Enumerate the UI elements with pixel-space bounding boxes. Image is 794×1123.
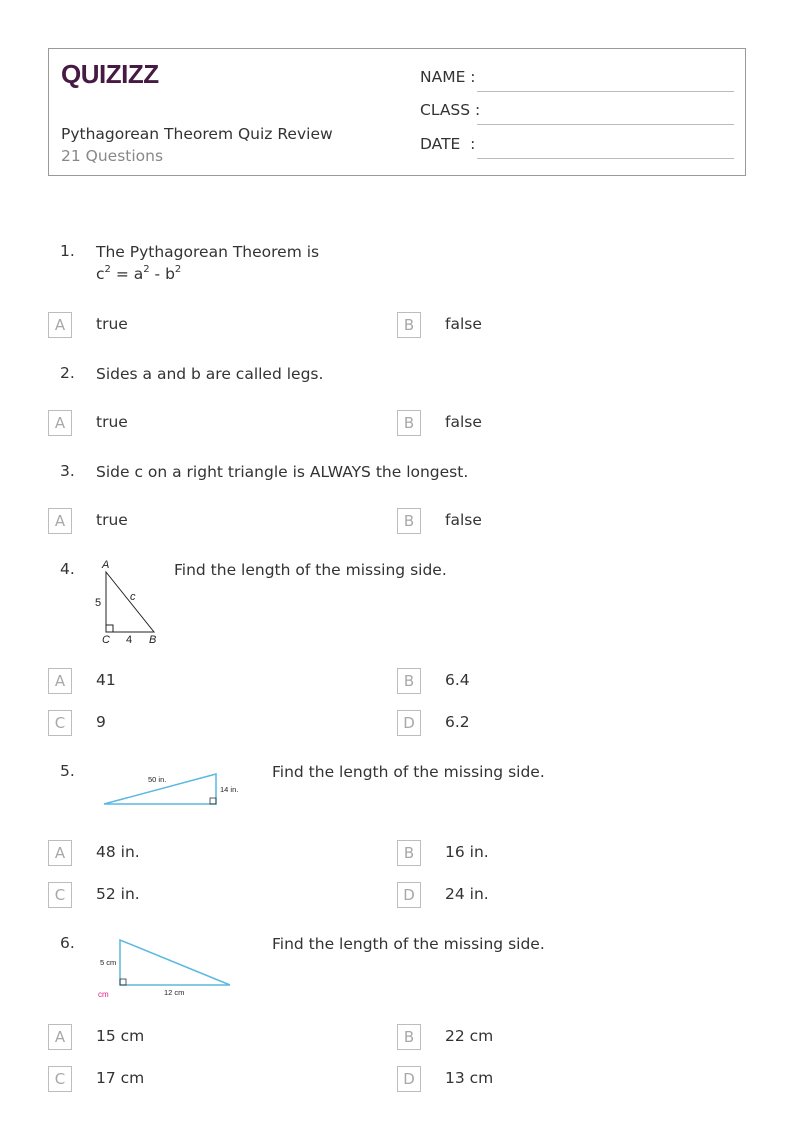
option-b-box[interactable]: B: [397, 1024, 421, 1050]
formula-exp: 2: [143, 264, 150, 275]
question-text: Find the length of the missing side.: [174, 561, 447, 579]
option-c-text[interactable]: 52 in.: [96, 885, 140, 903]
option-a-box[interactable]: A: [48, 668, 72, 694]
right-angle-mark: [120, 979, 126, 985]
option-a-text[interactable]: 15 cm: [96, 1027, 145, 1045]
formula-c: c: [96, 265, 105, 283]
option-d-box[interactable]: D: [397, 882, 421, 908]
side-bottom-label: 4: [126, 634, 133, 646]
quiz-title: Pythagorean Theorem Quiz Review: [61, 125, 333, 143]
option-d-text[interactable]: 6.2: [445, 713, 470, 731]
side-left-label: 5: [95, 597, 102, 609]
formula-b: b: [165, 265, 175, 283]
triangle-figure-q4: [92, 556, 164, 648]
triangle-figure-q6: [92, 932, 242, 1004]
option-b-box[interactable]: B: [397, 410, 421, 436]
name-label: NAME :: [420, 68, 476, 86]
class-line: [477, 124, 734, 125]
question-number: 5.: [60, 762, 75, 780]
vertex-a-label: A: [102, 559, 110, 571]
option-c-box[interactable]: C: [48, 710, 72, 736]
question-number: 4.: [60, 560, 75, 578]
pythagorean-formula: [96, 263, 319, 285]
quizizz-logo: QUIZIZZ: [61, 59, 159, 89]
option-a-box[interactable]: A: [48, 312, 72, 338]
question-number: 2.: [60, 364, 75, 382]
option-d-text[interactable]: 24 in.: [445, 885, 489, 903]
vertex-b-label: B: [149, 634, 157, 646]
unit-label: cm: [98, 990, 109, 999]
formula-minus: -: [149, 265, 166, 283]
side-bottom-label: 12 cm: [164, 988, 185, 997]
option-c-box[interactable]: C: [48, 882, 72, 908]
option-b-text[interactable]: false: [445, 413, 482, 431]
option-a-text[interactable]: 48 in.: [96, 843, 140, 861]
formula-a: a: [133, 265, 144, 283]
right-angle-mark: [106, 625, 113, 632]
question-number: 3.: [60, 462, 75, 480]
name-field[interactable]: [420, 68, 734, 92]
class-label: CLASS :: [420, 101, 481, 119]
option-a-text[interactable]: true: [96, 315, 128, 333]
formula-exp: 2: [174, 264, 182, 275]
option-b-box[interactable]: B: [397, 668, 421, 694]
option-a-box[interactable]: A: [48, 840, 72, 866]
formula-exp: 2: [104, 264, 111, 275]
triangle-shape: [120, 940, 230, 985]
question-number: 6.: [60, 934, 75, 952]
option-b-text[interactable]: 6.4: [445, 671, 470, 689]
question-text: [96, 241, 319, 285]
option-b-box[interactable]: B: [397, 312, 421, 338]
date-field[interactable]: [420, 135, 734, 159]
option-a-text[interactable]: 41: [96, 671, 116, 689]
side-left-label: 5 cm: [100, 958, 117, 967]
vertex-c-label: C: [102, 634, 110, 646]
worksheet-header: [48, 48, 746, 176]
option-c-text[interactable]: 17 cm: [96, 1069, 145, 1087]
option-c-text[interactable]: 9: [96, 713, 106, 731]
option-b-box[interactable]: B: [397, 508, 421, 534]
name-line: [477, 91, 734, 92]
option-a-box[interactable]: A: [48, 1024, 72, 1050]
question-text: Find the length of the missing side.: [272, 763, 545, 781]
side-c-label: c: [130, 591, 136, 603]
option-b-text[interactable]: false: [445, 511, 482, 529]
date-label: DATE :: [420, 135, 476, 153]
question-text: Sides a and b are called legs.: [96, 365, 324, 383]
question-text: Find the length of the missing side.: [272, 935, 545, 953]
option-a-box[interactable]: A: [48, 410, 72, 436]
question-number: 1.: [60, 242, 75, 260]
triangle-figure-q5: [92, 756, 252, 818]
question-text: Side c on a right triangle is ALWAYS the longest.: [96, 463, 469, 481]
date-line: [477, 158, 734, 159]
option-c-box[interactable]: C: [48, 1066, 72, 1092]
option-b-text[interactable]: 16 in.: [445, 843, 489, 861]
option-d-box[interactable]: D: [397, 1066, 421, 1092]
option-d-text[interactable]: 13 cm: [445, 1069, 494, 1087]
side-label: 14 in.: [220, 785, 239, 794]
option-a-box[interactable]: A: [48, 508, 72, 534]
option-b-text[interactable]: false: [445, 315, 482, 333]
option-a-text[interactable]: true: [96, 413, 128, 431]
hypotenuse-label: 50 in.: [148, 775, 167, 784]
option-d-box[interactable]: D: [397, 710, 421, 736]
class-field[interactable]: [420, 101, 734, 125]
formula-eq: =: [110, 265, 134, 283]
option-b-box[interactable]: B: [397, 840, 421, 866]
question-text-line: The Pythagorean Theorem is: [96, 243, 320, 261]
question-count: 21 Questions: [61, 147, 164, 165]
option-b-text[interactable]: 22 cm: [445, 1027, 494, 1045]
option-a-text[interactable]: true: [96, 511, 128, 529]
right-angle-mark: [210, 798, 216, 804]
